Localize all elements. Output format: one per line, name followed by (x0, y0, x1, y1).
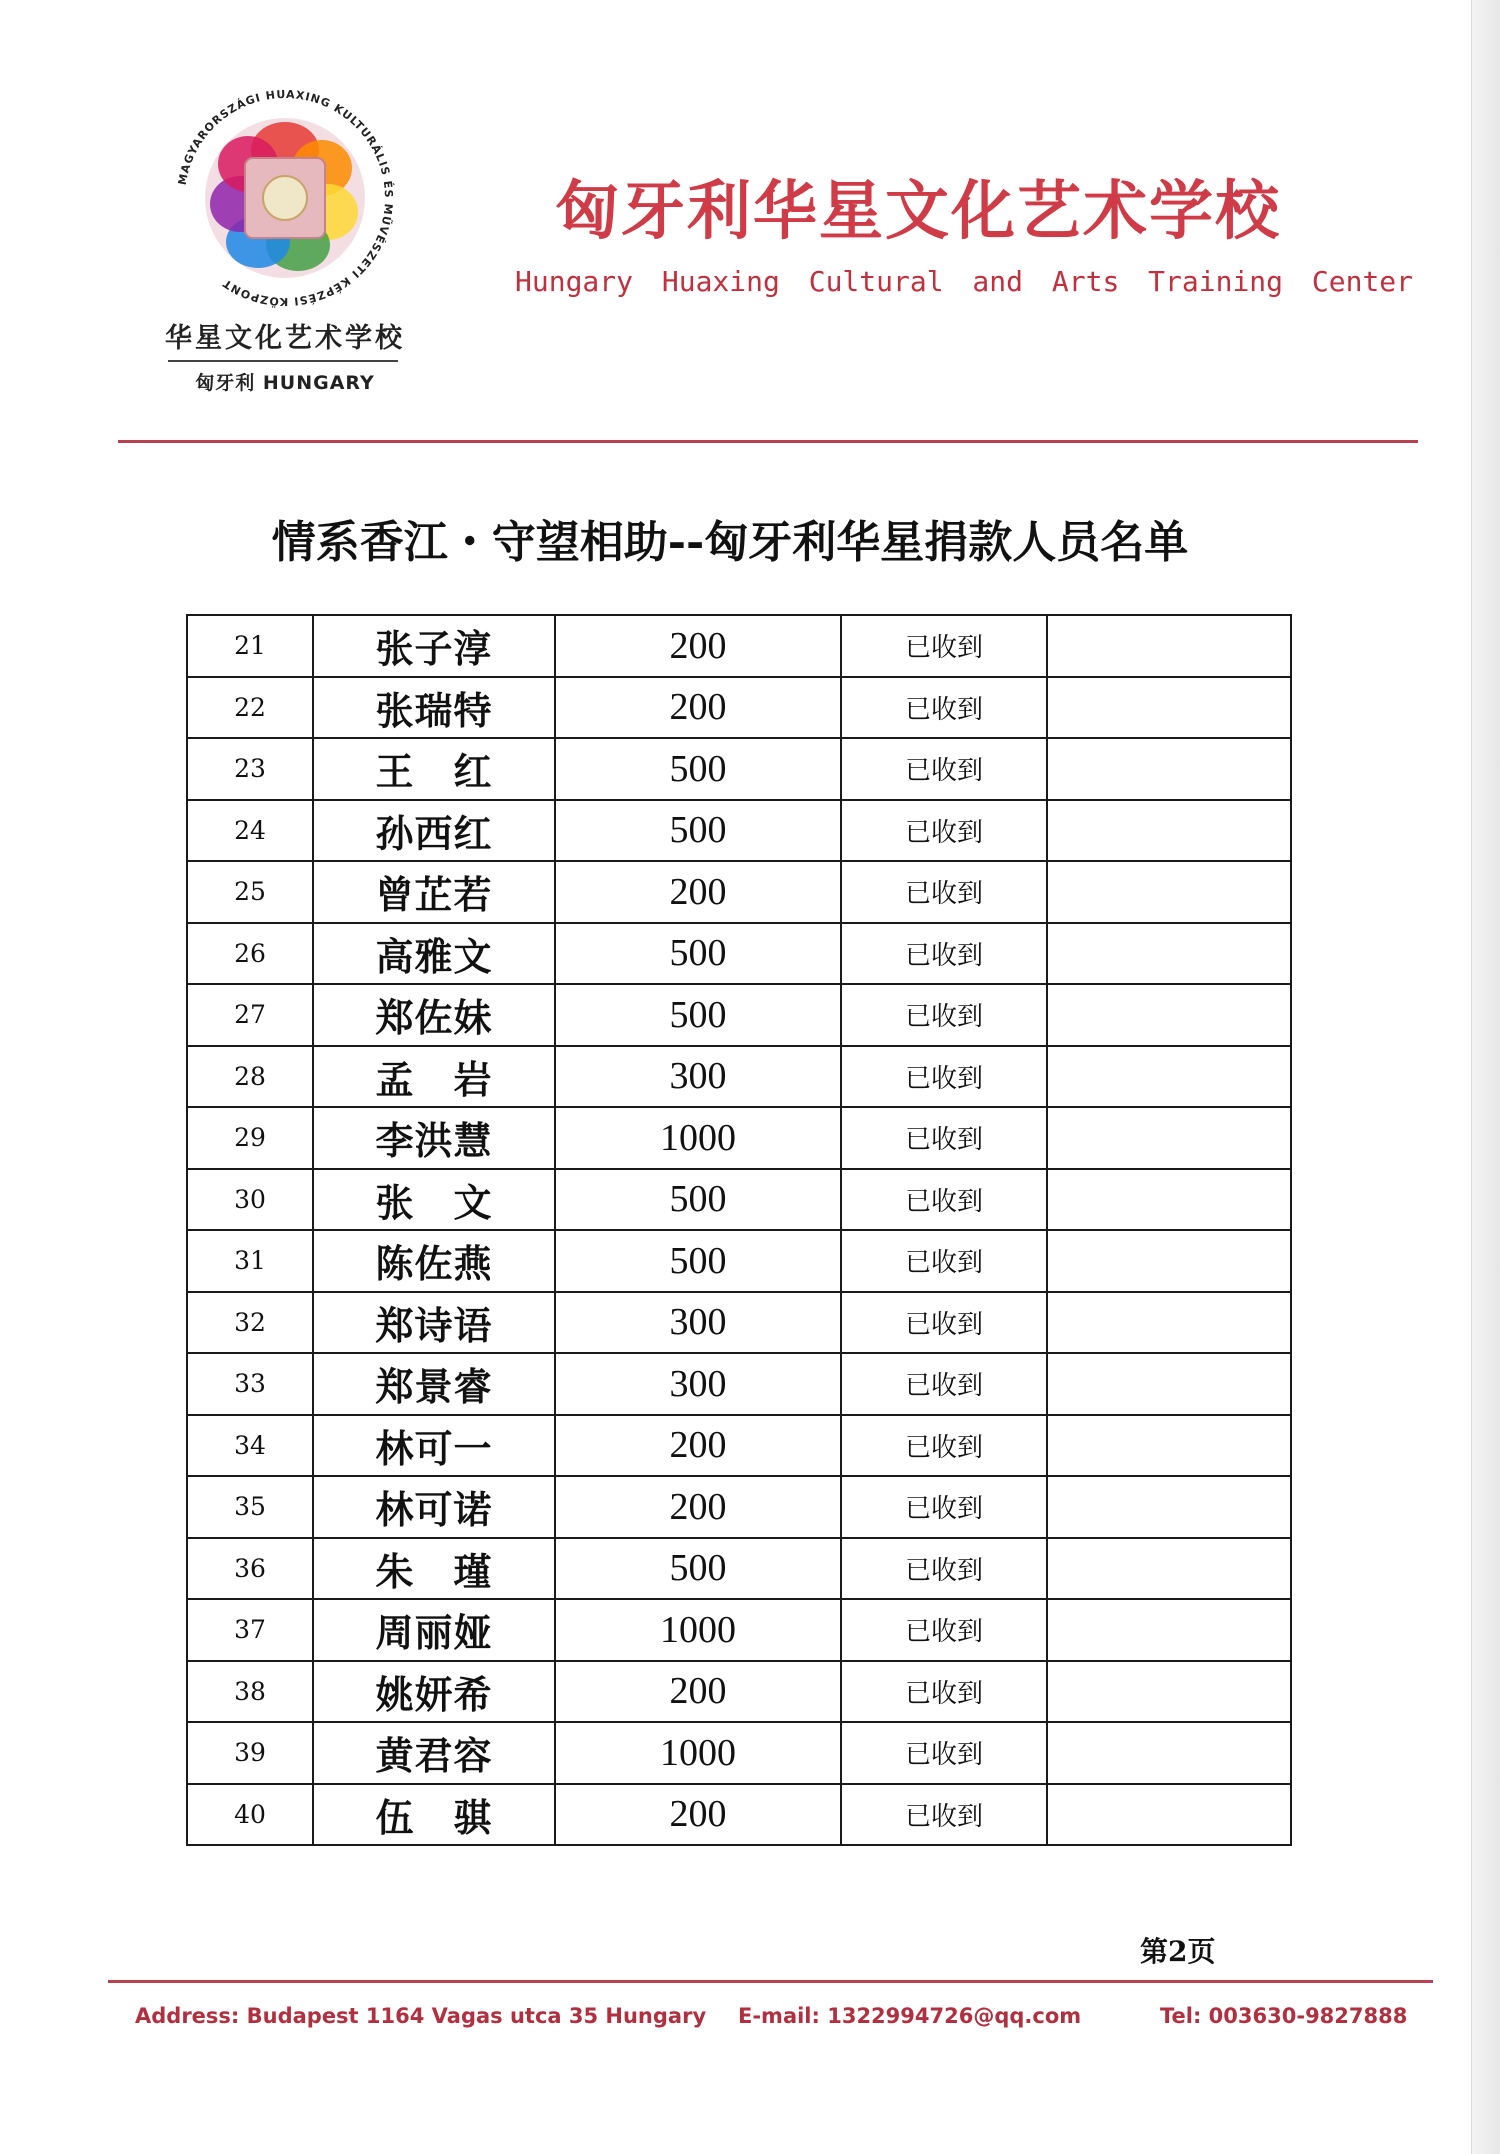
table-row (187, 1722, 1291, 1784)
donor-name: 朱 瑾 (313, 1538, 555, 1600)
receipt-status: 已收到 (841, 1169, 1047, 1231)
row-number: 28 (187, 1046, 313, 1108)
donation-amount: 500 (555, 738, 841, 800)
receipt-status: 已收到 (841, 1107, 1047, 1169)
donation-amount: 1000 (555, 1722, 841, 1784)
table-row (187, 1292, 1291, 1354)
school-name-cn: 匈牙利华星文化艺术学校 (555, 175, 1281, 249)
donor-table (186, 614, 1286, 1846)
table-row (187, 1169, 1291, 1231)
donation-amount: 500 (555, 1169, 841, 1231)
remarks-cell (1047, 615, 1291, 677)
row-number: 23 (187, 738, 313, 800)
logo-emblem (150, 80, 420, 315)
donation-amount: 500 (555, 1230, 841, 1292)
receipt-status: 已收到 (841, 1415, 1047, 1477)
footer-phone: Tel: 003630-9827888 (1160, 2004, 1408, 2028)
table-row (187, 1599, 1291, 1661)
row-number: 27 (187, 984, 313, 1046)
remarks-cell (1047, 1046, 1291, 1108)
school-name-en: Hungary Huaxing Cultural and Arts Training Center (515, 265, 1414, 298)
row-number: 29 (187, 1107, 313, 1169)
logo-subtitle: 匈牙利 HUNGARY (195, 372, 375, 394)
receipt-status: 已收到 (841, 1046, 1047, 1108)
row-number: 21 (187, 615, 313, 677)
remarks-cell (1047, 1230, 1291, 1292)
donor-name: 李洪慧 (313, 1107, 555, 1169)
row-number: 38 (187, 1661, 313, 1723)
donor-name: 陈佐燕 (313, 1230, 555, 1292)
receipt-status: 已收到 (841, 1661, 1047, 1723)
school-logo (150, 80, 420, 400)
receipt-status: 已收到 (841, 861, 1047, 923)
donor-name: 张 文 (313, 1169, 555, 1231)
table-row (187, 984, 1291, 1046)
table-row (187, 923, 1291, 985)
remarks-cell (1047, 677, 1291, 739)
table-row (187, 1538, 1291, 1600)
row-number: 35 (187, 1476, 313, 1538)
donation-amount: 500 (555, 984, 841, 1046)
table-row (187, 1230, 1291, 1292)
receipt-status: 已收到 (841, 615, 1047, 677)
row-number: 36 (187, 1538, 313, 1600)
remarks-cell (1047, 1722, 1291, 1784)
page-number: 第2页 (1140, 1935, 1216, 1968)
row-number: 25 (187, 861, 313, 923)
donation-amount: 500 (555, 923, 841, 985)
donor-name: 孙西红 (313, 800, 555, 862)
donation-amount: 1000 (555, 1107, 841, 1169)
remarks-cell (1047, 984, 1291, 1046)
table-row (187, 738, 1291, 800)
donation-amount: 200 (555, 1661, 841, 1723)
donor-name: 姚妍希 (313, 1661, 555, 1723)
footer-address: Address: Budapest 1164 Vagas utca 35 Hungary (135, 2004, 707, 2028)
donor-name: 郑诗语 (313, 1292, 555, 1354)
receipt-status: 已收到 (841, 1538, 1047, 1600)
donation-amount: 1000 (555, 1599, 841, 1661)
table-row (187, 1353, 1291, 1415)
donation-amount: 500 (555, 1538, 841, 1600)
donor-name: 伍 骐 (313, 1784, 555, 1846)
remarks-cell (1047, 1476, 1291, 1538)
table-row (187, 1107, 1291, 1169)
remarks-cell (1047, 1661, 1291, 1723)
donor-name: 王 红 (313, 738, 555, 800)
remarks-cell (1047, 1292, 1291, 1354)
row-number: 31 (187, 1230, 313, 1292)
donation-amount: 500 (555, 800, 841, 862)
table-row (187, 677, 1291, 739)
document-title: 情系香江・守望相助--匈牙利华星捐款人员名单 (271, 517, 1189, 568)
remarks-cell (1047, 738, 1291, 800)
donor-table-body (187, 615, 1291, 1845)
donation-amount: 200 (555, 861, 841, 923)
table-row (187, 615, 1291, 677)
receipt-status: 已收到 (841, 1476, 1047, 1538)
table-row (187, 1661, 1291, 1723)
row-number: 32 (187, 1292, 313, 1354)
donor-name: 郑景睿 (313, 1353, 555, 1415)
table-row (187, 800, 1291, 862)
donor-name: 郑佐妹 (313, 984, 555, 1046)
donation-amount: 200 (555, 1784, 841, 1846)
page-edge (1471, 0, 1500, 2154)
donation-amount: 200 (555, 677, 841, 739)
receipt-status: 已收到 (841, 1722, 1047, 1784)
donation-amount: 300 (555, 1292, 841, 1354)
remarks-cell (1047, 861, 1291, 923)
donation-amount: 300 (555, 1046, 841, 1108)
receipt-status: 已收到 (841, 984, 1047, 1046)
row-number: 24 (187, 800, 313, 862)
receipt-status: 已收到 (841, 1292, 1047, 1354)
remarks-cell (1047, 800, 1291, 862)
donor-name: 高雅文 (313, 923, 555, 985)
row-number: 22 (187, 677, 313, 739)
remarks-cell (1047, 1538, 1291, 1600)
logo-ring-text: MAGYARORSZÁGI HUAXING KULTURÁLIS ÉS MŰVÉSZETI KÉPZÉSI KÖZPONT (175, 87, 396, 309)
donor-name: 张子淳 (313, 615, 555, 677)
logo-name-cn: 华星文化艺术学校 (165, 323, 405, 354)
remarks-cell (1047, 1599, 1291, 1661)
header-divider (118, 440, 1418, 443)
donation-amount: 200 (555, 1476, 841, 1538)
table-row (187, 1046, 1291, 1108)
receipt-status: 已收到 (841, 1353, 1047, 1415)
table-row (187, 1476, 1291, 1538)
remarks-cell (1047, 1353, 1291, 1415)
row-number: 33 (187, 1353, 313, 1415)
row-number: 26 (187, 923, 313, 985)
donor-name: 林可一 (313, 1415, 555, 1477)
remarks-cell (1047, 923, 1291, 985)
table-row (187, 1415, 1291, 1477)
remarks-cell (1047, 1169, 1291, 1231)
logo-flower-center (263, 176, 307, 220)
table-row (187, 861, 1291, 923)
donation-amount: 200 (555, 1415, 841, 1477)
row-number: 34 (187, 1415, 313, 1477)
row-number: 37 (187, 1599, 313, 1661)
donor-name: 孟 岩 (313, 1046, 555, 1108)
receipt-status: 已收到 (841, 738, 1047, 800)
table-row (187, 1784, 1291, 1846)
row-number: 39 (187, 1722, 313, 1784)
receipt-status: 已收到 (841, 1784, 1047, 1846)
footer-divider (108, 1980, 1433, 1983)
receipt-status: 已收到 (841, 800, 1047, 862)
donation-amount: 300 (555, 1353, 841, 1415)
logo-divider (168, 360, 398, 362)
receipt-status: 已收到 (841, 677, 1047, 739)
row-number: 30 (187, 1169, 313, 1231)
receipt-status: 已收到 (841, 1599, 1047, 1661)
donor-name: 张瑞特 (313, 677, 555, 739)
footer-email: E-mail: 1322994726@qq.com (738, 2004, 1082, 2028)
remarks-cell (1047, 1784, 1291, 1846)
receipt-status: 已收到 (841, 923, 1047, 985)
row-number: 40 (187, 1784, 313, 1846)
donor-name: 林可诺 (313, 1476, 555, 1538)
donor-name: 曾芷若 (313, 861, 555, 923)
donor-name: 黄君容 (313, 1722, 555, 1784)
receipt-status: 已收到 (841, 1230, 1047, 1292)
remarks-cell (1047, 1415, 1291, 1477)
donation-amount: 200 (555, 615, 841, 677)
donor-name: 周丽娅 (313, 1599, 555, 1661)
remarks-cell (1047, 1107, 1291, 1169)
